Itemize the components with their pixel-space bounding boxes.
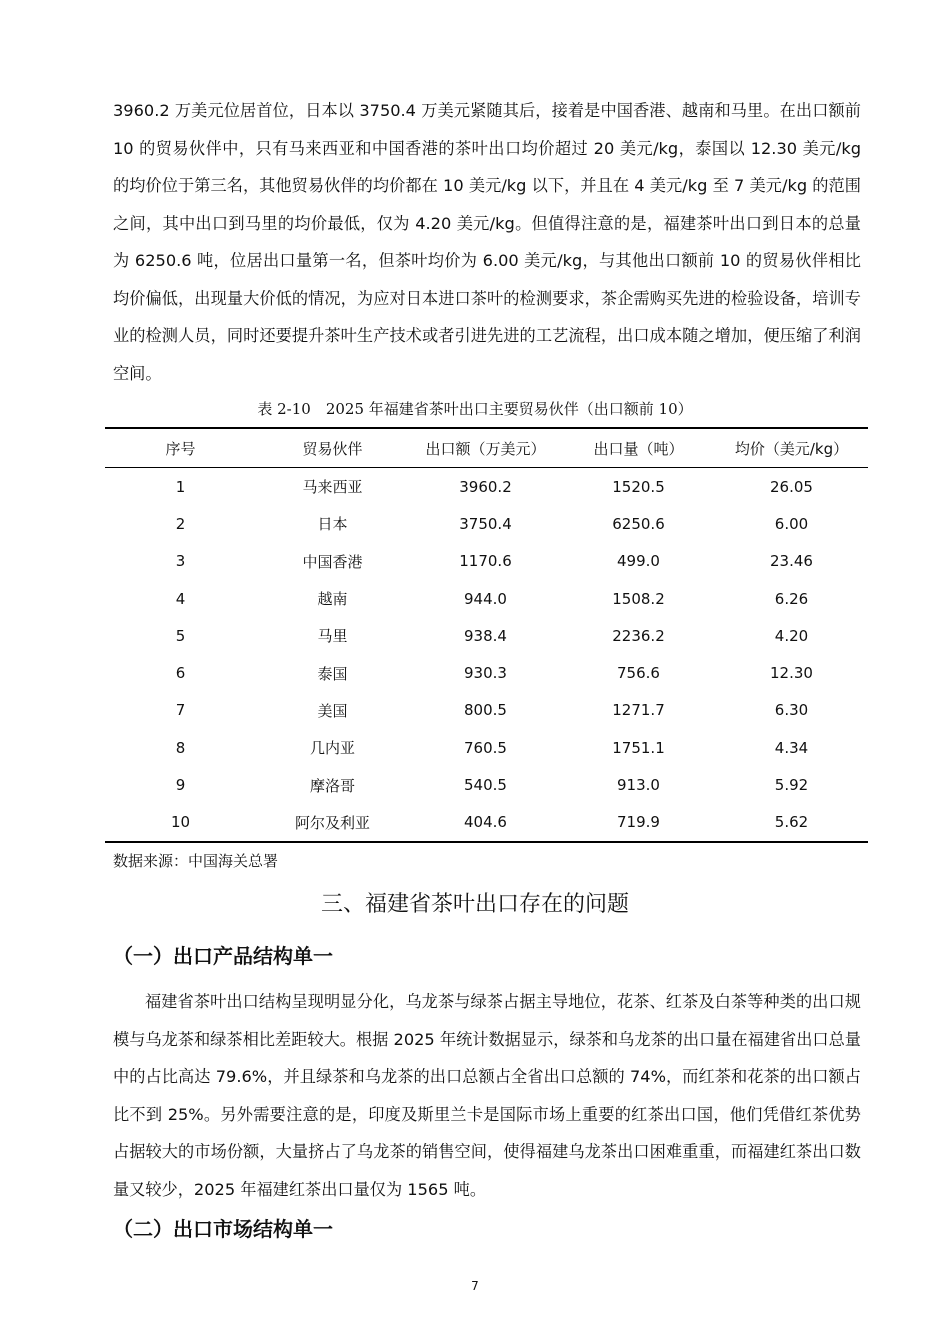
table-row — [105, 505, 868, 542]
cell-partner: 泰国 — [317, 664, 348, 683]
cell-partner: 摩洛哥 — [309, 776, 355, 795]
cell-export-value: 760.5 — [464, 738, 507, 757]
header-index: 序号 — [165, 439, 196, 458]
table-row — [105, 692, 868, 729]
cell-export-volume: 913.0 — [617, 776, 660, 795]
cell-export-value: 800.5 — [464, 701, 507, 720]
cell-avg-price: 26.05 — [770, 477, 813, 496]
cell-index: 3 — [175, 552, 186, 571]
cell-index: 10 — [170, 813, 191, 832]
structure-paragraph: 福建省茶叶出口结构呈现明显分化，乌龙茶与绿茶占据主导地位，花茶、红茶及白茶等种类的出口规模与乌龙茶和绿茶相比差距较大。根据 2025 年统计数据显示，绿茶和乌龙茶的出口量在福建省出口总量中的占比高达 79.6%，并且绿茶和乌龙茶的出口总额占全省出口总额的 74%，而红茶和花茶的出口额占比不到 25%。另外需要注意的是，印度及斯里兰卡是国际市场上重要的红茶出口国，他们凭借红茶优势占据较大的市场份额，大量挤占了乌龙茶的销售空间，使得福建乌龙茶出口困难重重，而福建红茶出口数量又较少，2025 年福建红茶出口量仅为 1565 吨。 — [113, 992, 861, 1199]
cell-avg-price: 6.26 — [774, 589, 809, 608]
cell-export-value: 930.3 — [464, 664, 507, 683]
cell-index: 7 — [175, 701, 186, 720]
table-row — [105, 543, 868, 580]
cell-export-volume: 2236.2 — [612, 626, 665, 645]
cell-avg-price: 5.62 — [774, 813, 809, 832]
cell-index: 6 — [175, 664, 186, 683]
cell-avg-price: 6.30 — [774, 701, 809, 720]
header-partner: 贸易伙伴 — [302, 439, 363, 458]
header-export-volume: 出口量（吨） — [593, 439, 684, 458]
cell-export-volume: 499.0 — [617, 552, 660, 571]
cell-index: 2 — [175, 514, 186, 533]
cell-index: 8 — [175, 738, 186, 757]
cell-partner: 日本 — [317, 515, 348, 534]
cell-index: 9 — [175, 776, 186, 795]
cell-avg-price: 5.92 — [774, 776, 809, 795]
cell-partner: 越南 — [317, 590, 348, 609]
table-row — [105, 766, 868, 803]
table-row — [105, 729, 868, 766]
cell-export-volume: 756.6 — [617, 664, 660, 683]
table-caption: 表 2-10 2025 年福建省茶叶出口主要贸易伙伴（出口额前 10） — [257, 400, 693, 418]
cell-export-volume: 1520.5 — [612, 477, 665, 496]
header-export-value: 出口额（万美元） — [425, 439, 546, 458]
table-source: 数据来源：中国海关总署 — [113, 852, 279, 870]
cell-partner: 马来西亚 — [302, 478, 363, 497]
subheading-product-structure: （一）出口产品结构单一 — [113, 944, 333, 968]
cell-index: 1 — [175, 477, 186, 496]
table-row — [105, 468, 868, 506]
cell-avg-price: 23.46 — [770, 552, 813, 571]
intro-paragraph: 3960.2 万美元位居首位，日本以 3750.4 万美元紧随其后，接着是中国香港、越南和马里。在出口额前 10 的贸易伙伴中，只有马来西亚和中国香港的茶叶出口均价超过 20 美元/kg，泰国以 12.30 美元/kg 的均价位于第三名，其他贸易伙伴的均价都在 10 美元/kg 以下，并且在 4 美元/kg 至 7 美元/kg 的范围之间，其中出口到马里的均价最低，仅为 4.20 美元/kg。但值得注意的是，福建茶叶出口到日本的总量为 6250.6 吨，位居出口量第一名，但茶叶均价为 6.00 美元/kg，与其他出口额前 10 的贸易伙伴相比均价偏低，出现量大价低的情况，为应对日本进口茶叶的检测要求，茶企需购买先进的检验设备，培训专业的检测人员，同时还要提升茶叶生产技术或者引进先进的工艺流程，出口成本随之增加，便压缩了利润空间。 — [113, 101, 861, 383]
header-avg-price: 均价（美元/kg） — [734, 439, 849, 458]
cell-export-value: 404.6 — [464, 813, 507, 832]
page-number: 7 — [471, 1279, 479, 1293]
table-body — [105, 468, 868, 842]
cell-export-value: 944.0 — [464, 589, 507, 608]
cell-partner: 美国 — [317, 701, 348, 720]
cell-export-value: 938.4 — [464, 626, 507, 645]
cell-avg-price: 12.30 — [770, 664, 813, 683]
cell-index: 4 — [175, 589, 186, 608]
cell-avg-price: 6.00 — [774, 514, 809, 533]
subheading-market-structure: （二）出口市场结构单一 — [113, 1217, 333, 1241]
table-row — [105, 617, 868, 654]
table-header-row — [105, 428, 868, 468]
cell-export-value: 3750.4 — [459, 514, 512, 533]
section-heading: 三、福建省茶叶出口存在的问题 — [320, 892, 629, 917]
table-row — [105, 804, 868, 842]
cell-partner: 中国香港 — [302, 552, 363, 571]
table-row — [105, 580, 868, 617]
trade-partner-table — [105, 427, 868, 843]
cell-export-volume: 1271.7 — [612, 701, 665, 720]
cell-avg-price: 4.20 — [774, 626, 809, 645]
cell-export-value: 3960.2 — [459, 477, 512, 496]
cell-export-volume: 1508.2 — [612, 589, 665, 608]
cell-avg-price: 4.34 — [774, 738, 809, 757]
cell-partner: 几内亚 — [309, 739, 355, 758]
cell-partner: 马里 — [317, 627, 348, 646]
cell-export-volume: 6250.6 — [612, 514, 665, 533]
cell-export-value: 540.5 — [464, 776, 507, 795]
cell-export-value: 1170.6 — [459, 552, 512, 571]
cell-index: 5 — [175, 626, 186, 645]
cell-export-volume: 1751.1 — [612, 738, 665, 757]
table-row — [105, 654, 868, 691]
cell-export-volume: 719.9 — [617, 813, 660, 832]
cell-partner: 阿尔及利亚 — [294, 813, 370, 832]
